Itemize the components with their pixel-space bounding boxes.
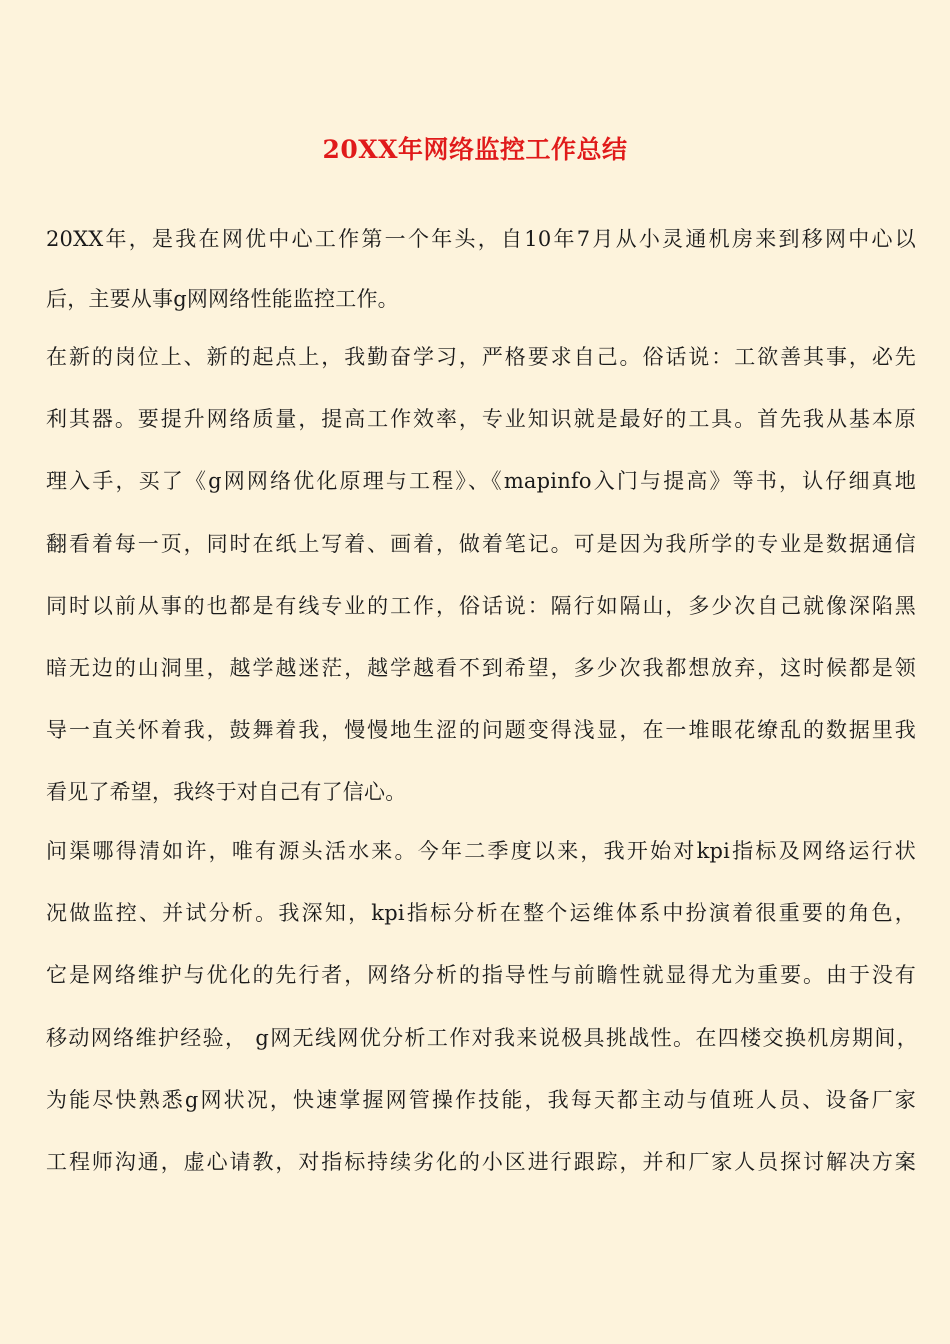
text-line: 导一直关怀着我，鼓舞着我，慢慢地生涩的问题变得浅显，在一堆眼花缭乱的数据里我: [46, 718, 916, 742]
text-line: 后，主要从事g网网络性能监控工作。: [46, 287, 399, 311]
text-line: 理入手，买了《g网网络优化原理与工程》、《mapinfo入门与提高》等书，认仔细真地: [46, 469, 916, 493]
text-line: 暗无边的山洞里，越学越迷茫，越学越看不到希望，多少次我都想放弃，这时候都是领: [46, 656, 916, 680]
text-line: 同时以前从事的也都是有线专业的工作，俗话说：隔行如隔山，多少次自己就像深陷黑: [46, 594, 916, 618]
text-line: 20XX年，是我在网优中心工作第一个年头，自10年7月从小灵通机房来到移网中心以: [46, 227, 916, 251]
text-line: 利其器。要提升网络质量，提高工作效率，专业知识就是最好的工具。首先我从基本原: [46, 407, 916, 431]
text-line: 翻看着每一页，同时在纸上写着、画着，做着笔记。可是因为我所学的专业是数据通信: [46, 532, 916, 556]
text-line: 况做监控、并试分析。我深知，kpi指标分析在整个运维体系中扮演着很重要的角色，: [46, 901, 916, 925]
text-line: 问渠哪得清如许，唯有源头活水来。今年二季度以来，我开始对kpi指标及网络运行状: [46, 839, 916, 863]
text-line: 在新的岗位上、新的起点上，我勤奋学习，严格要求自己。俗话说：工欲善其事，必先: [46, 345, 916, 369]
text-line: 移动网络维护经验， g网无线网优分析工作对我来说极具挑战性。在四楼交换机房期间，: [46, 1026, 918, 1050]
document-title: 20XX年网络监控工作总结: [322, 135, 628, 164]
text-line: 为能尽快熟悉g网状况，快速掌握网管操作技能，我每天都主动与值班人员、设备厂家: [46, 1088, 916, 1112]
text-line: 它是网络维护与优化的先行者，网络分析的指导性与前瞻性就显得尤为重要。由于没有: [46, 963, 916, 987]
text-line: 看见了希望，我终于对自己有了信心。: [46, 780, 407, 804]
text-line: 工程师沟通，虚心请教，对指标持续劣化的小区进行跟踪，并和厂家人员探讨解决方案: [46, 1150, 916, 1174]
